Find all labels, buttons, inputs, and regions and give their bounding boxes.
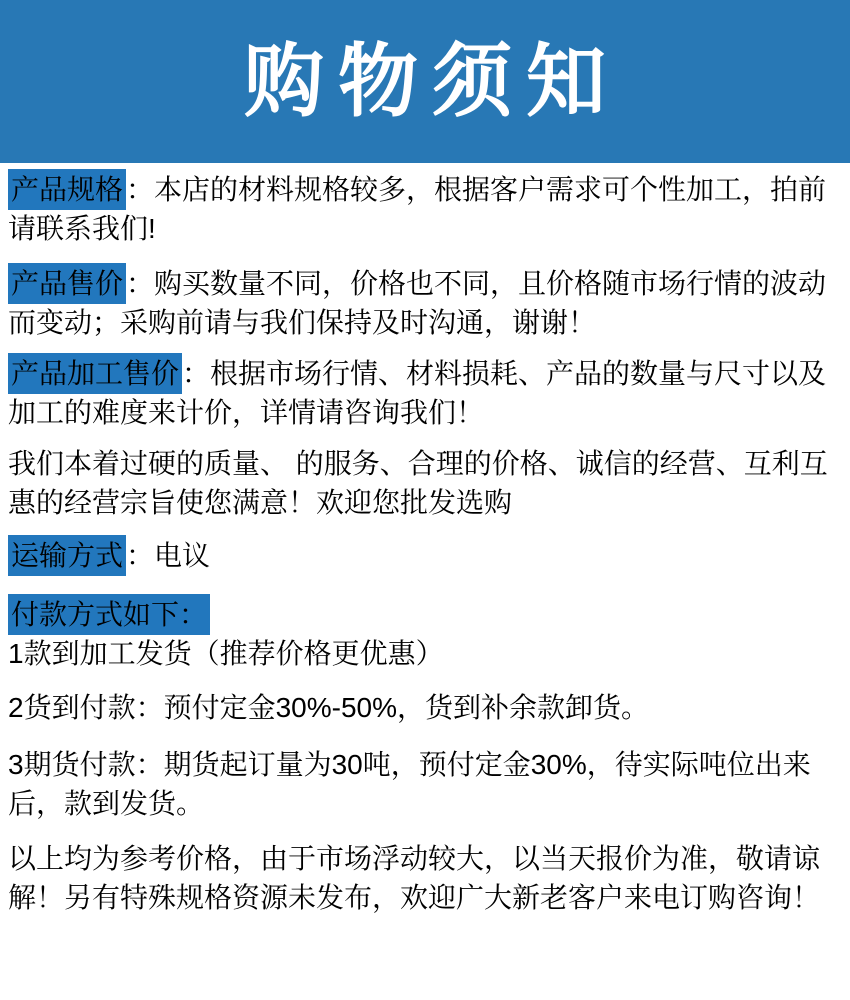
product-spec-label: 产品规格 <box>8 169 126 210</box>
price-disclaimer-text: 以上均为参考价格，由于市场浮动较大，以当天报价为准，敬请谅解！另有特殊规格资源未发布，欢迎广大新老客户来电订购咨询！ <box>8 843 821 913</box>
payment-heading-line <box>8 595 842 634</box>
product-price-label: 产品售价 <box>8 263 126 304</box>
processing-price-label: 产品加工售价 <box>8 353 182 394</box>
payment-item: 2货到付款：预付定金30%-50%，货到补余款卸货。 <box>8 692 649 723</box>
payment-methods-section <box>8 595 842 823</box>
shipping-method-text: 电议 <box>154 540 211 571</box>
payment-item: 1款到加工发货（推荐价格更优惠） <box>8 638 444 669</box>
price-disclaimer-paragraph <box>8 839 842 917</box>
page-title: 购物须知 <box>244 36 620 126</box>
service-motto-text: 我们本着过硬的质量、 的服务、合理的价格、诚信的经营、互利互惠的经营宗旨使您满意！欢迎您批发选购 <box>8 448 828 518</box>
product-price-paragraph <box>8 264 842 342</box>
processing-price-paragraph <box>8 354 842 432</box>
processing-price-text: 根据市场行情、材料损耗、产品的数量与尺寸以及加工的难度来计价，详情请咨询我们！ <box>8 358 827 428</box>
shipping-method-paragraph <box>8 536 842 575</box>
shipping-method-label: 运输方式 <box>8 535 126 576</box>
product-price-text: 购买数量不同，价格也不同，且价格随市场行情的波动而变动；采购前请与我们保持及时沟通，谢谢！ <box>8 268 827 338</box>
product-spec-paragraph <box>8 170 842 248</box>
product-price-colon: ： <box>126 268 155 299</box>
shipping-method-colon: ： <box>126 540 155 571</box>
product-spec-colon: ： <box>126 174 155 205</box>
notice-content <box>0 163 850 917</box>
service-motto-paragraph <box>8 444 842 522</box>
notice-banner <box>0 0 850 163</box>
processing-price-colon: ： <box>182 358 211 389</box>
payment-item: 3期货付款：期货起订量为30吨，预付定金30%，待实际吨位出来后，款到发货。 <box>8 749 811 819</box>
payment-methods-heading: 付款方式如下： <box>8 594 210 635</box>
product-spec-text: 本店的材料规格较多，根据客户需求可个性加工，拍前请联系我们! <box>8 174 827 244</box>
